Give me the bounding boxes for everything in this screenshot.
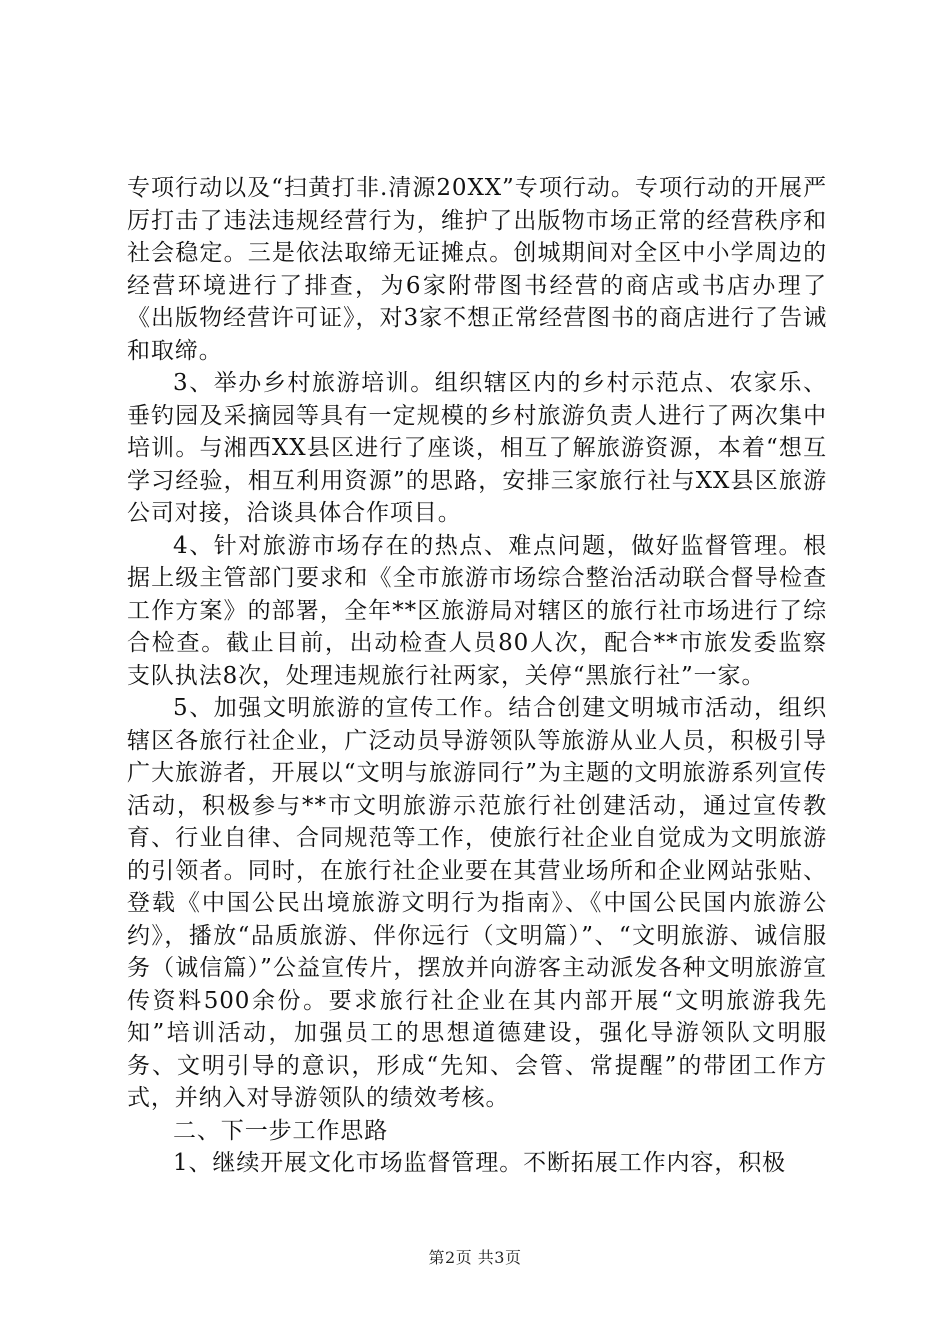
paragraph-market-supervision: 4、针对旅游市场存在的热点、难点问题，做好监督管理。根据上级主管部门要求和《全市旅游市场综合整治活动联合督导检查工作方案》的部署，全年**区旅游局对辖区的旅行社市场进行了综合检查。截止目前，出动检查人员80人次，配合**市旅发委监察支队执法8次，处理违规旅行社两家，关停“黑旅行社”一家。 xyxy=(127,532,827,689)
document-body xyxy=(127,172,827,1180)
paragraph-next-step-1: 1、继续开展文化市场监督管理。不断拓展工作内容，积极 xyxy=(173,1150,787,1176)
section-heading-next-steps: 二、下一步工作思路 xyxy=(173,1117,389,1144)
paragraph-continued: 专项行动以及“扫黄打非.清源20XX”专项行动。专项行动的开展严厉打击了违法违规经营行为，维护了出版物市场正常的经营秩序和社会稳定。三是依法取缔无证摊点。创城期间对全区中小学周边的经营环境进行了排查，为6家附带图书经营的商店或书店办理了《出版物经营许可证》，对3家不想正常经营图书的商店进行了告诫和取缔。 xyxy=(127,175,827,364)
paragraph-rural-tourism-training: 3、举办乡村旅游培训。组织辖区内的乡村示范点、农家乐、垂钓园及采摘园等具有一定规模的乡村旅游负责人进行了两次集中培训。与湘西XX县区进行了座谈，相互了解旅游资源，本着“想互学习经验，相互利用资源”的思路，安排三家旅行社与XX县区旅游公司对接，洽谈具体合作项目。 xyxy=(127,370,827,526)
paragraph-civilized-tourism: 5、加强文明旅游的宣传工作。结合创建文明城市活动，组织辖区各旅行社企业，广泛动员导游领队等旅游从业人员，积极引导广大旅游者，开展以“文明与旅游同行”为主题的文明旅游系列宣传活动，积极参与**市文明旅游示范旅行社创建活动，通过宣传教育、行业自律、合同规范等工作，使旅行社企业自觉成为文明旅游的引领者。同时，在旅行社企业要在其营业场所和企业网站张贴、登载《中国公民出境旅游文明行为指南》、《中国公民国内旅游公约》，播放“品质旅游、伴你远行（文明篇）”、“文明旅游、诚信服务（诚信篇）”公益宣传片，摆放并向游客主动派发各种文明旅游宣传资料500余份。要求旅行社企业在其内部开展“文明旅游我先知”培训活动，加强员工的思想道德建设，强化导游领队文明服务、文明引导的意识，形成“先知、会管、常提醒”的带团工作方式，并纳入对导游领队的绩效考核。 xyxy=(127,695,827,1111)
page-number-footer: 第2页 共3页 xyxy=(428,1248,522,1267)
